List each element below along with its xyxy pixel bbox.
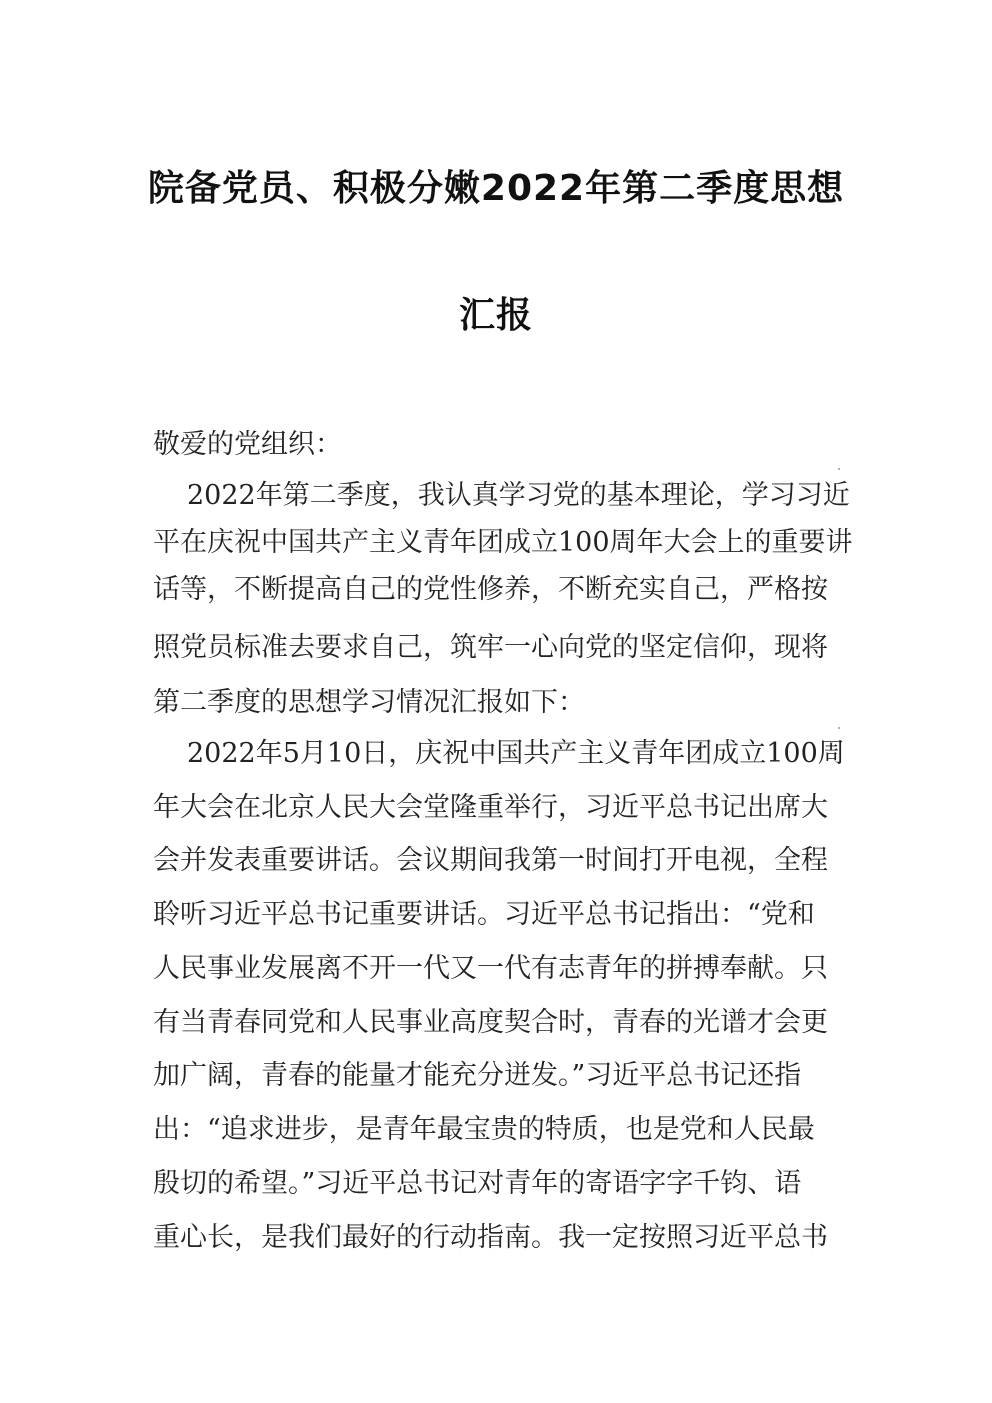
paragraph-1-line-4: 照党员标准去要求自己，筑牢一心向党的坚定信仰，现将 [153,632,828,663]
paragraph-2-line-2: 年大会在北京人民大会堂隆重举行，习近平总书记出席大 [153,792,828,823]
paragraph-2-line-9: 殷切的希望。”习近平总书记对青年的寄语字字千钧、语 [153,1168,802,1199]
paragraph-1-line-1: 2022年第二季度，我认真学习党的基本理论，学习习近 [187,480,850,511]
paragraph-2-line-3: 会并发表重要讲话。会议期间我第一时间打开电视，全程 [153,845,828,876]
document-title-line-1: 院备党员、积极分嫩2022年第二季度思想 [147,168,845,209]
salutation: 敬爱的党组织： [153,429,342,460]
paragraph-mark [838,727,840,729]
paragraph-2-line-1: 2022年5月10日，庆祝中国共产主义青年团成立100周 [187,738,845,769]
paragraph-1-line-2: 平在庆祝中国共产主义青年团成立100周年大会上的重要讲 [153,527,853,558]
paragraph-mark [838,468,840,470]
paragraph-2-line-8: 出：“追求进步，是青年最宝贵的特质，也是党和人民最 [153,1114,815,1145]
document-title-line-2: 汇报 [458,295,533,336]
paragraph-2-line-10: 重心长，是我们最好的行动指南。我一定按照习近平总书 [153,1222,828,1253]
paragraph-2-line-4: 聆听习近平总书记重要讲话。习近平总书记指出：“党和 [153,899,815,930]
paragraph-2-line-7: 加广阔，青春的能量才能充分迸发。”习近平总书记还指 [153,1060,802,1091]
paragraph-1-line-3: 话等，不断提高自己的党性修养，不断充实自己，严格按 [153,574,828,605]
paragraph-1-line-5: 第二季度的思想学习情况汇报如下： [153,687,585,718]
paragraph-2-line-6: 有当青春同党和人民事业高度契合时，青春的光谱才会更 [153,1007,828,1038]
paragraph-2-line-5: 人民事业发展离不开一代又一代有志青年的拼搏奉献。只 [153,953,828,984]
